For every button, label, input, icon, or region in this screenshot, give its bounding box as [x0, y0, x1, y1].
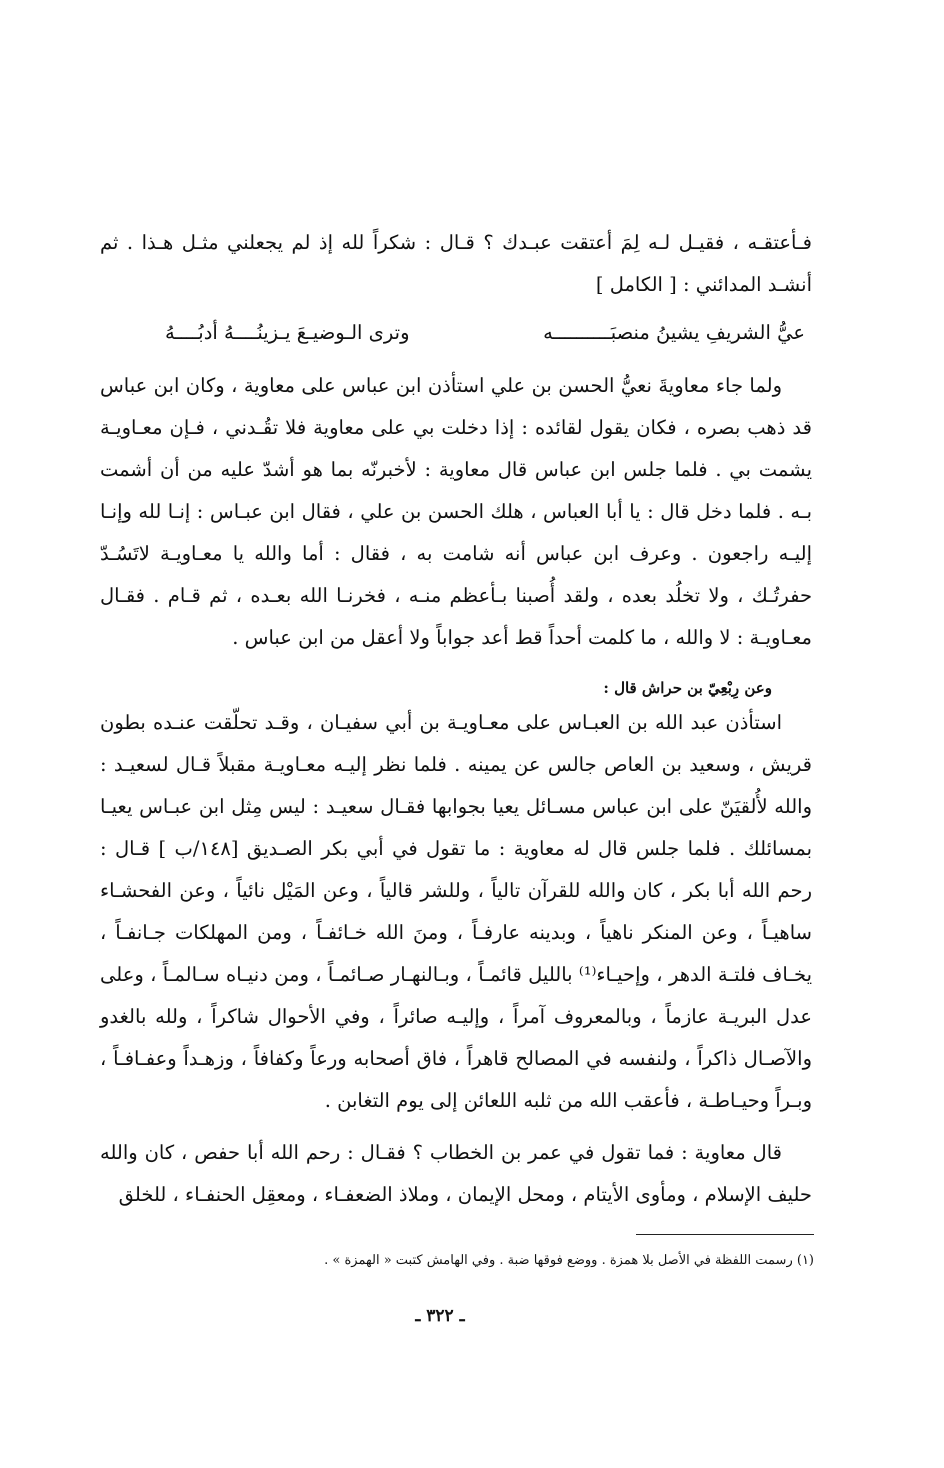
poetry-verse — [165, 312, 805, 354]
verse-second-hemistich: وترى الـوضيـعَ يـزينُــــهُ أدبُــــهُ — [165, 321, 410, 344]
page-number: ـ ٣٢٢ ـ — [415, 1306, 465, 1326]
narration-heading: وعن رِبْعِيّ بن حراش قال : — [603, 679, 772, 697]
footnote: (١) رسمت اللفظة في الأصل بلا همزة . ووضع فوقها ضبة . وفي الهامش كتبت « الهمزة » . — [324, 1253, 814, 1268]
ibn-abbas-story-paragraph: ولما جاء معاويةَ نعيُّ الحسن بن علي استأذن ابن عباس على معاوية ، وكان ابن عباس قد ذهب بصره ، فكان يقول لقائده : إذا دخلت بي على معاوية فلا تقُـدني ، فـإن معـاويـة يشمت بي . فلما جلس ابن عباس قال معاوية : لأخبرنّه بما هو أشدّ عليه من أن أشمت بـه . فلما دخل قال : يا أبا العباس ، هلك الحسن بن علي ، فقال ابن عبـاس : إنـا لله وإنـا إليـه راجعون . وعرف ابن عباس أنه شامت به ، فقال : أما والله يا معـاويـة لاتَسُـدّ حفرتُـك ، ولا تخلُد بعده ، ولقد أُصبنا بـأعظم منـه ، فخرنـا الله بعـده ، ثم قـام . فقـال معـاويـة : لا والله ، ما كلمت أحداً قط أعد جواباً ولا أعقل من ابن عباس . — [100, 374, 812, 649]
verse-first-hemistich: عيُّ الشريفِ يشينُ منصبَــــــــــه — [543, 321, 805, 344]
abu-bakr-praise-paragraph: استأذن عبد الله بن العبـاس على معـاويـة بن أبي سفيـان ، وقـد تحلّقت عنـده بطون قريش ، وسعيد بن العاص جالس عن يمينه . فلما نظر إليـه معـاويـة مقبلاً قـال لسعيـد : والله لأُلقيَنّ على ابن عباس مسـائل يعيا بجوابها فقـال سعيـد : ليس مِثل ابن عبـاس يعيـا بمسائلك . فلما جلس قال له معاوية : ما تقول في أبي بكر الصـديق [١٤٨/ب ] قـال : رحم الله أبا بكر ، كان والله للقرآن تالياً ، وللشر قالياً ، وعن المَيْل نائياً ، وعن الفحشـاء ساهيـاً ، وعن المنكر ناهياً ، وبدينه عارفـاً ، ومنَ الله خـائفـاً ، ومن المهلكات جـانفـاً ، يخـاف فلتـة الدهر ، وإحيـاء⁽¹⁾ بالليل قائمـاً ، وبـالنهـار صـائمـاً ، ومن دنيـاه سـالمـاً ، وعلى عدل البريـة عازماً ، وبالمعروف آمراً ، وإليـه صائراً ، وفي الأحوال شاكراً ، ولله بالغدو والآصـال ذاكراً ، ولنفسه في المصالح قاهراً ، فاق أصحابه ورعاً وكفافاً ، وزهـداً وعفـافـاً ، وبـراً وحيـاطـة ، فأعقب الله من ثلبه اللعائن إلى يوم التغابن . — [100, 711, 812, 1112]
ibn-abbas-story-block — [100, 365, 812, 659]
umar-question-block — [100, 1132, 812, 1216]
umar-question-paragraph: قال معاوية : فما تقول في عمر بن الخطاب ؟ فقـال : رحم الله أبا حفص ، كان والله حليف الإسلام ، ومأوى الأيتام ، ومحل الإيمان ، وملاذ الضعفـاء ، ومعقِل الحنفـاء ، للخلق — [100, 1141, 812, 1206]
opening-paragraph: فـأعتقـه ، فقيـل لـه لِمَ أعتقت عبـدك ؟ قـال : شكراً لله إذ لم يجعلني مثـل هـذا . ثم أنشـد المدائني : [ الكامل ] — [100, 231, 812, 296]
footnote-divider — [636, 1234, 814, 1235]
opening-paragraph-block — [100, 222, 812, 306]
abu-bakr-praise-block — [100, 676, 812, 1122]
